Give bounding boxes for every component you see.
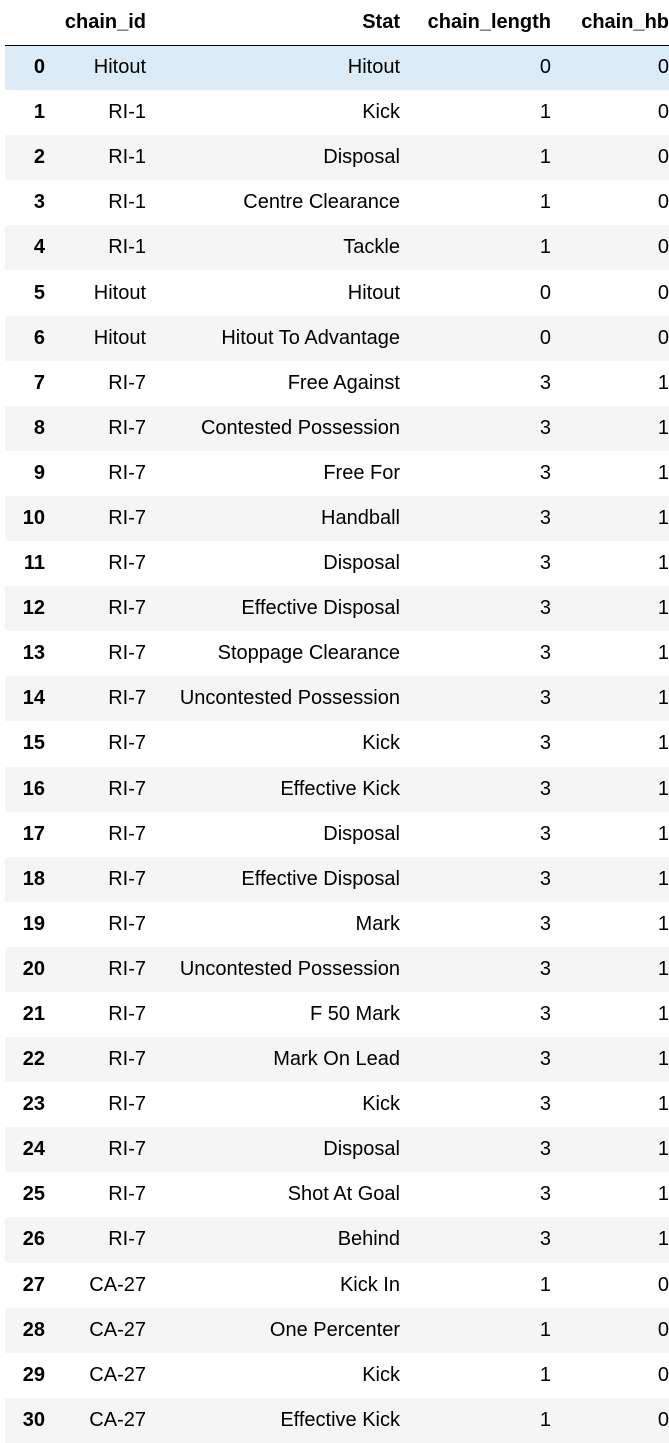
cell-chain-id: RI-7 (108, 371, 146, 394)
table-row[interactable] (5, 947, 669, 992)
table-body (5, 45, 669, 1443)
cell-chain-id: RI-7 (108, 957, 146, 980)
cell-chain-length: 3 (539, 461, 551, 484)
cell-chain-hb: 1 (657, 1138, 669, 1161)
cell-stat: Free Against (287, 371, 400, 394)
cell-chain-id: CA-27 (89, 1408, 146, 1431)
row-index: 9 (33, 461, 45, 484)
row-index: 27 (22, 1273, 45, 1296)
cell-chain-id: CA-27 (89, 1318, 146, 1341)
cell-chain-id: RI-7 (108, 1003, 146, 1026)
cell-chain-id: RI-7 (108, 552, 146, 575)
cell-stat: Uncontested Possession (179, 687, 400, 710)
cell-stat: Tackle (343, 236, 400, 259)
cell-chain-hb: 0 (657, 56, 669, 79)
row-index: 1 (33, 101, 45, 124)
cell-stat: Stoppage Clearance (217, 642, 400, 665)
cell-stat: Uncontested Possession (179, 957, 400, 980)
cell-chain-length: 0 (539, 326, 551, 349)
table-row[interactable] (5, 1398, 669, 1443)
cell-chain-hb: 1 (657, 1048, 669, 1071)
cell-stat: Contested Possession (200, 416, 400, 439)
cell-chain-id: RI-7 (108, 1093, 146, 1116)
row-index: 22 (22, 1048, 45, 1071)
cell-chain-length: 1 (539, 1363, 551, 1386)
row-index: 10 (22, 506, 45, 529)
table-row[interactable] (5, 451, 669, 496)
row-index: 2 (33, 146, 45, 169)
cell-stat: Disposal (323, 552, 400, 575)
row-index: 6 (33, 326, 45, 349)
cell-chain-length: 3 (539, 822, 551, 845)
row-index: 18 (22, 867, 45, 890)
cell-chain-hb: 0 (657, 146, 669, 169)
cell-chain-length: 1 (539, 1318, 551, 1341)
cell-stat: Hitout (347, 56, 400, 79)
cell-chain-id: RI-1 (108, 146, 146, 169)
table-row[interactable] (5, 902, 669, 947)
header-stat: Stat (146, 0, 400, 45)
cell-chain-id: RI-1 (108, 101, 146, 124)
row-index: 14 (22, 687, 45, 710)
cell-chain-id: RI-7 (108, 1138, 146, 1161)
row-index: 19 (22, 912, 45, 935)
table-row[interactable] (5, 361, 669, 406)
cell-stat: Mark On Lead (273, 1048, 400, 1071)
table-row[interactable] (5, 857, 669, 902)
cell-chain-id: RI-7 (108, 1183, 146, 1206)
cell-stat: Effective Disposal (241, 597, 400, 620)
table-row[interactable] (5, 631, 669, 676)
cell-chain-length: 3 (539, 552, 551, 575)
cell-chain-id: RI-7 (108, 506, 146, 529)
cell-stat: Kick (362, 1363, 400, 1386)
cell-stat: Disposal (323, 146, 400, 169)
table-row[interactable] (5, 812, 669, 857)
cell-chain-id: RI-7 (108, 777, 146, 800)
cell-chain-id: RI-7 (108, 642, 146, 665)
cell-chain-hb: 1 (657, 777, 669, 800)
table-row[interactable] (5, 270, 669, 315)
cell-chain-length: 3 (539, 506, 551, 529)
cell-stat: F 50 Mark (309, 1003, 400, 1026)
cell-stat: Handball (321, 506, 400, 529)
cell-chain-id: CA-27 (89, 1363, 146, 1386)
cell-stat: Kick (362, 1093, 400, 1116)
cell-chain-length: 3 (539, 777, 551, 800)
table-row[interactable] (5, 992, 669, 1037)
cell-chain-id: RI-7 (108, 416, 146, 439)
row-index: 30 (22, 1408, 45, 1431)
cell-stat: Mark (355, 912, 400, 935)
table-row[interactable] (5, 1263, 669, 1308)
cell-stat: Free For (323, 461, 400, 484)
cell-chain-length: 0 (539, 281, 551, 304)
cell-chain-length: 3 (539, 1048, 551, 1071)
header-index (5, 0, 45, 45)
cell-stat: One Percenter (269, 1318, 400, 1341)
cell-chain-id: RI-7 (108, 867, 146, 890)
cell-chain-hb: 1 (657, 822, 669, 845)
cell-chain-id: RI-7 (108, 732, 146, 755)
row-index: 25 (22, 1183, 45, 1206)
cell-stat: Kick (362, 101, 400, 124)
table-header (5, 0, 669, 45)
cell-stat: Behind (337, 1228, 400, 1251)
row-index: 17 (22, 822, 45, 845)
table-row[interactable] (5, 1217, 669, 1262)
row-index: 12 (22, 597, 45, 620)
row-index: 8 (33, 416, 45, 439)
cell-chain-length: 1 (539, 1408, 551, 1431)
cell-chain-length: 3 (539, 642, 551, 665)
cell-stat: Effective Kick (280, 1408, 400, 1431)
cell-chain-hb: 0 (657, 1408, 669, 1431)
row-index: 21 (22, 1003, 45, 1026)
table-row[interactable] (5, 767, 669, 812)
cell-chain-id: Hitout (93, 281, 146, 304)
table-row[interactable] (5, 1127, 669, 1172)
cell-chain-hb: 1 (657, 1183, 669, 1206)
table-row[interactable] (5, 316, 669, 361)
cell-chain-hb: 1 (657, 506, 669, 529)
cell-chain-length: 3 (539, 1003, 551, 1026)
cell-stat: Kick (362, 732, 400, 755)
cell-chain-hb: 0 (657, 1273, 669, 1296)
row-index: 4 (33, 236, 45, 259)
cell-stat: Effective Disposal (241, 867, 400, 890)
cell-chain-hb: 1 (657, 371, 669, 394)
row-index: 0 (33, 56, 45, 79)
header-row (5, 0, 669, 45)
table-row[interactable] (5, 721, 669, 766)
cell-chain-length: 3 (539, 867, 551, 890)
cell-chain-length: 3 (539, 371, 551, 394)
cell-chain-id: RI-7 (108, 822, 146, 845)
cell-chain-length: 1 (539, 191, 551, 214)
cell-chain-length: 3 (539, 732, 551, 755)
cell-chain-hb: 0 (657, 326, 669, 349)
row-index: 11 (23, 552, 45, 575)
cell-chain-length: 0 (539, 56, 551, 79)
cell-chain-hb: 1 (657, 642, 669, 665)
table-row[interactable] (5, 135, 669, 180)
table-row[interactable] (5, 1037, 669, 1082)
row-index: 13 (22, 642, 45, 665)
table-row[interactable] (5, 180, 669, 225)
table-row[interactable] (5, 1308, 669, 1353)
cell-chain-length: 3 (539, 1093, 551, 1116)
cell-stat: Hitout To Advantage (221, 326, 400, 349)
cell-chain-hb: 1 (657, 461, 669, 484)
cell-stat: Effective Kick (280, 777, 400, 800)
row-index: 15 (22, 732, 45, 755)
row-index: 24 (22, 1138, 45, 1161)
cell-chain-hb: 0 (657, 236, 669, 259)
cell-chain-length: 3 (539, 416, 551, 439)
cell-chain-hb: 1 (657, 416, 669, 439)
row-index: 16 (22, 777, 45, 800)
cell-stat: Hitout (347, 281, 400, 304)
row-index: 20 (22, 957, 45, 980)
table-row[interactable] (5, 1172, 669, 1217)
cell-chain-hb: 1 (657, 867, 669, 890)
table-row[interactable] (5, 586, 669, 631)
cell-chain-hb: 0 (657, 281, 669, 304)
table-row[interactable] (5, 225, 669, 270)
row-index: 3 (33, 191, 45, 214)
cell-chain-id: RI-7 (108, 1228, 146, 1251)
cell-chain-id: RI-1 (108, 236, 146, 259)
table-row[interactable] (5, 45, 669, 90)
cell-chain-length: 1 (539, 236, 551, 259)
cell-chain-id: RI-1 (108, 191, 146, 214)
cell-stat: Centre Clearance (243, 191, 400, 214)
cell-chain-hb: 1 (657, 957, 669, 980)
cell-stat: Shot At Goal (287, 1183, 400, 1206)
cell-chain-length: 3 (539, 912, 551, 935)
row-index: 29 (22, 1363, 45, 1386)
row-index: 23 (22, 1093, 45, 1116)
cell-chain-length: 3 (539, 597, 551, 620)
header-chain-hb: chain_hb (551, 0, 669, 45)
cell-chain-id: RI-7 (108, 912, 146, 935)
cell-chain-id: RI-7 (108, 597, 146, 620)
cell-stat: Disposal (323, 822, 400, 845)
cell-chain-hb: 1 (657, 1228, 669, 1251)
cell-chain-length: 1 (539, 146, 551, 169)
row-index: 28 (22, 1318, 45, 1341)
cell-chain-hb: 1 (657, 1093, 669, 1116)
table-row[interactable] (5, 1082, 669, 1127)
cell-chain-hb: 1 (657, 732, 669, 755)
cell-chain-id: Hitout (93, 326, 146, 349)
cell-chain-hb: 0 (657, 101, 669, 124)
cell-stat: Kick In (339, 1273, 400, 1296)
cell-chain-hb: 0 (657, 191, 669, 214)
cell-chain-hb: 1 (657, 687, 669, 710)
cell-chain-hb: 0 (657, 1318, 669, 1341)
cell-chain-length: 3 (539, 687, 551, 710)
header-chain-id: chain_id (45, 0, 146, 45)
cell-stat: Disposal (323, 1138, 400, 1161)
cell-chain-length: 3 (539, 1138, 551, 1161)
cell-chain-length: 3 (539, 1183, 551, 1206)
cell-chain-id: RI-7 (108, 687, 146, 710)
cell-chain-hb: 1 (657, 912, 669, 935)
table-row[interactable] (5, 406, 669, 451)
table-row[interactable] (5, 1353, 669, 1398)
cell-chain-length: 3 (539, 1228, 551, 1251)
header-chain-length: chain_length (400, 0, 551, 45)
row-index: 7 (33, 371, 45, 394)
table-row[interactable] (5, 676, 669, 721)
row-index: 26 (22, 1228, 45, 1251)
cell-chain-length: 1 (539, 1273, 551, 1296)
cell-chain-hb: 1 (657, 1003, 669, 1026)
cell-chain-id: RI-7 (108, 461, 146, 484)
cell-chain-hb: 1 (657, 552, 669, 575)
table-row[interactable] (5, 496, 669, 541)
row-index: 5 (33, 281, 45, 304)
cell-chain-id: CA-27 (89, 1273, 146, 1296)
cell-chain-length: 3 (539, 957, 551, 980)
cell-chain-length: 1 (539, 101, 551, 124)
cell-chain-id: Hitout (93, 56, 146, 79)
cell-chain-hb: 1 (657, 597, 669, 620)
cell-chain-id: RI-7 (108, 1048, 146, 1071)
cell-chain-hb: 0 (657, 1363, 669, 1386)
dataframe-table (5, 0, 669, 1443)
table-row[interactable] (5, 90, 669, 135)
table-row[interactable] (5, 541, 669, 586)
